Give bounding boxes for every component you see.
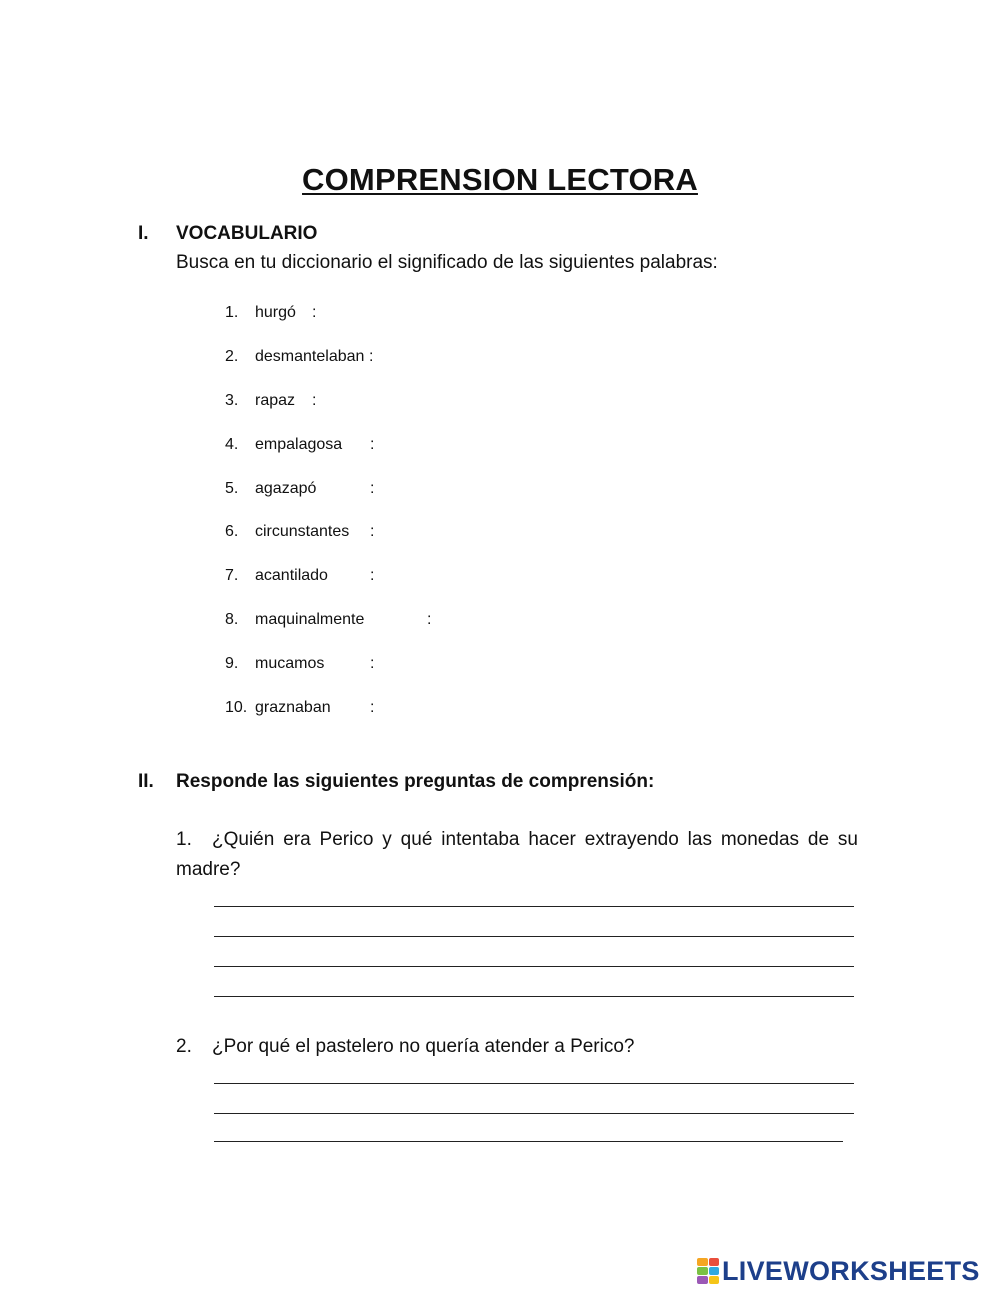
answer-line[interactable] <box>214 906 854 907</box>
vocab-word: mucamos <box>255 655 325 672</box>
page-title: COMPRENSION LECTORA <box>302 162 698 197</box>
vocab-item: 4. empalagosa : <box>225 436 375 453</box>
vocab-word: agazapó <box>255 480 317 497</box>
answer-line[interactable] <box>214 936 854 937</box>
section-2-heading <box>138 771 654 793</box>
vocab-word: desmantelaban <box>255 348 365 365</box>
section-1-heading <box>138 223 317 245</box>
vocab-item: 10. graznaban : <box>225 699 375 716</box>
answer-line[interactable] <box>214 1141 843 1142</box>
question-2-text: ¿Por qué el pastelero no quería atender a Perico? <box>212 1036 635 1057</box>
answer-line[interactable] <box>214 1113 854 1114</box>
vocab-word: acantilado <box>255 567 328 584</box>
vocab-word: graznaban <box>255 699 331 716</box>
vocab-item: 3. rapaz : <box>225 392 317 409</box>
vocab-item: 5. agazapó : <box>225 480 375 497</box>
vocab-word: circunstantes <box>255 523 350 540</box>
answer-line[interactable] <box>214 966 854 967</box>
question-1-text: ¿Quién era Perico y qué intentaba hacer extrayendo las monedas de su madre? <box>176 829 858 880</box>
vocab-item: 2. desmantelaban : <box>225 348 374 365</box>
vocab-item: 7. acantilado : <box>225 567 375 584</box>
vocabulary-instruction: Busca en tu diccionario el significado de las siguientes palabras: <box>176 252 718 273</box>
vocab-word: maquinalmente <box>255 611 365 628</box>
logo-icon <box>697 1258 719 1284</box>
vocab-item: 8. maquinalmente : <box>225 611 432 628</box>
question-2: 2. ¿Por qué el pastelero no quería atender a Perico? <box>176 1036 635 1057</box>
section-2-number: II. <box>138 771 154 792</box>
question-1: 1. ¿Quién era Perico y qué intentaba hacer extrayendo las monedas de su madre? <box>176 829 858 880</box>
answer-line[interactable] <box>214 1083 854 1084</box>
vocab-item: 6. circunstantes : <box>225 523 375 540</box>
vocab-item: 9. mucamos : <box>225 655 375 672</box>
liveworksheets-logo <box>697 1256 980 1286</box>
vocab-word: hurgó <box>255 304 296 321</box>
section-2-title: Responde las siguientes preguntas de comprensión: <box>176 771 655 792</box>
vocab-item: 1. hurgó : <box>225 304 317 321</box>
logo-text: LIVEWORKSHEETS <box>722 1255 980 1286</box>
section-1-number: I. <box>138 223 149 244</box>
section-1-title: VOCABULARIO <box>176 223 318 244</box>
vocab-word: rapaz <box>255 392 296 409</box>
vocab-word: empalagosa <box>255 436 343 453</box>
answer-line[interactable] <box>214 996 854 997</box>
